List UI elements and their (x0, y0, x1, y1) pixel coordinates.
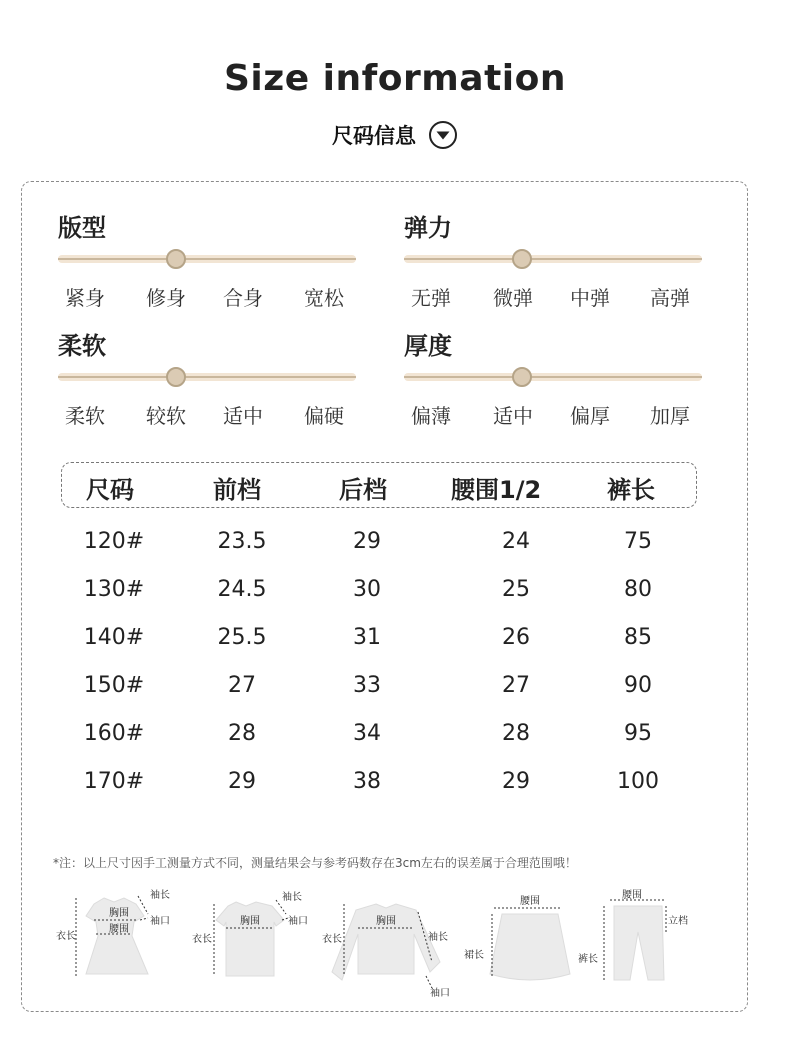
sweater-length-label: 衣长 (322, 934, 342, 945)
table-header-size: 尺码 (86, 476, 134, 504)
table-row (0, 577, 790, 607)
attr-fit-option: 合身 (223, 286, 263, 310)
table-row (0, 529, 790, 559)
sweater-cuff-label: 袖口 (430, 988, 450, 999)
attr-fit-option: 修身 (146, 286, 186, 310)
attr-thickness-knob (512, 367, 532, 387)
table-cell: 150# (83, 673, 145, 698)
attr-thickness-title: 厚度 (404, 332, 452, 360)
attr-fit-track (58, 255, 356, 263)
title-english: Size information (223, 58, 566, 99)
table-header-back-rise: 后档 (339, 476, 387, 504)
dress-waist-label: 腰围 (109, 924, 129, 935)
pants-measurement-diagram (576, 884, 696, 994)
attr-elasticity-title: 弹力 (404, 214, 452, 242)
table-cell: 24 (502, 529, 530, 554)
measurement-note: *注：以上尺寸因手工测量方式不同，测量结果会与参考码数存在3cm左右的误差属于合理范围哦！ (53, 856, 577, 870)
attr-softness-title: 柔软 (58, 332, 106, 360)
table-cell: 29 (228, 769, 256, 794)
table-cell: 25 (502, 577, 530, 602)
tshirt-chest-label: 胸围 (240, 916, 260, 927)
attr-softness-option: 柔软 (65, 404, 105, 428)
table-cell: 90 (624, 673, 652, 698)
table-row (0, 769, 790, 799)
attr-fit-title: 版型 (58, 214, 106, 242)
table-cell: 31 (353, 625, 381, 650)
attr-softness-option: 偏硬 (304, 404, 344, 428)
sweater-sleeve-label: 袖长 (428, 932, 448, 943)
attr-thickness-option: 适中 (493, 404, 533, 428)
attr-softness-option: 适中 (223, 404, 263, 428)
skirt-length-label: 裙长 (464, 950, 484, 961)
table-cell: 33 (353, 673, 381, 698)
table-cell: 25.5 (217, 625, 267, 650)
attr-thickness-option: 加厚 (650, 404, 690, 428)
table-cell: 23.5 (217, 529, 267, 554)
table-header-half-waist: 腰围1/2 (451, 476, 542, 504)
pants-waist-label: 腰围 (622, 890, 642, 901)
table-cell: 28 (228, 721, 256, 746)
tshirt-sleeve-label: 袖长 (282, 892, 302, 903)
dress-chest-label: 胸围 (109, 908, 129, 919)
table-cell: 38 (353, 769, 381, 794)
attr-thickness (404, 330, 704, 428)
sweater-measurement-diagram (320, 892, 460, 1004)
table-cell: 30 (353, 577, 381, 602)
table-cell: 27 (228, 673, 256, 698)
attr-elasticity-option: 高弹 (650, 286, 690, 310)
attr-fit-option: 紧身 (65, 286, 105, 310)
attr-elasticity (404, 212, 704, 310)
table-cell: 28 (502, 721, 530, 746)
dress-cuff-label: 袖口 (150, 916, 170, 927)
table-cell: 160# (83, 721, 145, 746)
table-row (0, 625, 790, 655)
table-cell: 34 (353, 721, 381, 746)
attr-elasticity-option: 无弹 (411, 286, 451, 310)
table-cell: 170# (83, 769, 145, 794)
title-chinese-row (0, 120, 790, 150)
attr-elasticity-track (404, 255, 702, 263)
chevron-down-circle-icon[interactable] (428, 120, 458, 150)
attr-fit (58, 212, 358, 310)
table-row (0, 721, 790, 751)
tshirt-cuff-label: 袖口 (288, 916, 308, 927)
dress-measurement-diagram (52, 884, 170, 999)
table-cell: 29 (353, 529, 381, 554)
dress-sleeve-label: 袖长 (150, 890, 170, 901)
table-cell: 85 (624, 625, 652, 650)
attr-thickness-option: 偏薄 (411, 404, 451, 428)
table-cell: 140# (83, 625, 145, 650)
skirt-measurement-diagram (462, 888, 582, 998)
attr-elasticity-knob (512, 249, 532, 269)
sweater-chest-label: 胸围 (376, 916, 396, 927)
table-cell: 120# (83, 529, 145, 554)
skirt-waist-label: 腰围 (520, 896, 540, 907)
attr-elasticity-option: 微弹 (493, 286, 533, 310)
pants-rise-label: 立档 (668, 916, 688, 927)
dress-length-label: 衣长 (56, 931, 76, 942)
table-row (0, 673, 790, 703)
attr-fit-option: 宽松 (304, 286, 344, 310)
attr-softness (58, 330, 358, 428)
attr-thickness-track (404, 373, 702, 381)
table-header-pants-length: 裤长 (607, 476, 655, 504)
table-cell: 26 (502, 625, 530, 650)
table-cell: 29 (502, 769, 530, 794)
attr-softness-track (58, 373, 356, 381)
pants-length-label: 裤长 (578, 954, 598, 965)
title-chinese: 尺码信息 (332, 124, 416, 148)
table-cell: 130# (83, 577, 145, 602)
table-header-front-rise: 前档 (213, 476, 261, 504)
table-cell: 80 (624, 577, 652, 602)
attr-softness-knob (166, 367, 186, 387)
table-cell: 100 (617, 769, 659, 794)
attr-thickness-option: 偏厚 (570, 404, 610, 428)
table-cell: 75 (624, 529, 652, 554)
attr-elasticity-option: 中弹 (570, 286, 610, 310)
table-cell: 24.5 (217, 577, 267, 602)
table-cell: 27 (502, 673, 530, 698)
attr-fit-knob (166, 249, 186, 269)
attr-softness-option: 较软 (146, 404, 186, 428)
table-cell: 95 (624, 721, 652, 746)
tshirt-length-label: 衣长 (192, 934, 212, 945)
tshirt-measurement-diagram (188, 884, 318, 999)
